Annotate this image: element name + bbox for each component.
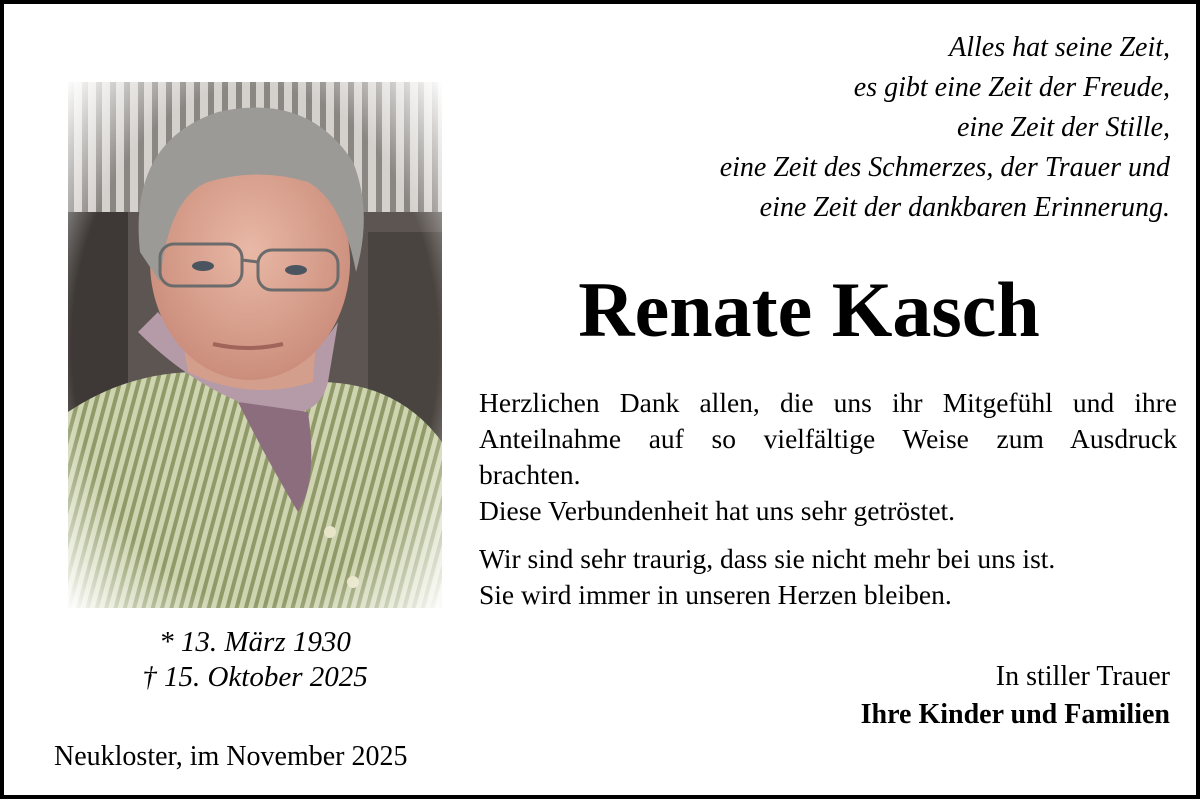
thanks-line: Wir sind sehr traurig, dass sie nicht mehr bei uns ist. [479, 543, 1056, 574]
thanks-line: Diese Verbundenheit hat uns sehr getröstet. [479, 495, 956, 526]
poem-line: Alles hat seine Zeit, [949, 32, 1170, 63]
poem-line: es gibt eine Zeit der Freude, [853, 72, 1170, 103]
thanks-line: Anteilnahme auf so vielfältige Weise zum Ausdruck [479, 423, 1177, 454]
life-dates [68, 625, 442, 695]
portrait-illustration [68, 82, 442, 608]
signature-family: Ihre Kinder und Familien [860, 699, 1170, 730]
signature-line: In stiller Trauer [995, 661, 1170, 692]
poem-line: eine Zeit des Schmerzes, der Trauer und [719, 152, 1170, 183]
portrait-photo [68, 82, 442, 608]
thanks-text [479, 385, 1177, 613]
thanks-line: Herzlichen Dank allen, die uns ihr Mitgefühl und ihre [479, 387, 1177, 418]
poem [720, 28, 1170, 228]
deceased-name: Renate Kasch [578, 266, 1040, 353]
place-and-date: Neukloster, im November 2025 [54, 741, 408, 772]
birth-date: * 13. März 1930 [159, 626, 351, 658]
thanks-line: brachten. [479, 459, 581, 490]
death-date: † 15. Oktober 2025 [142, 661, 368, 693]
paragraph-gap [479, 529, 1177, 541]
signature [861, 658, 1170, 734]
poem-line: eine Zeit der Stille, [956, 112, 1170, 143]
thanks-line: Sie wird immer in unseren Herzen bleiben. [479, 579, 952, 610]
poem-line: eine Zeit der dankbaren Erinnerung. [759, 192, 1170, 223]
